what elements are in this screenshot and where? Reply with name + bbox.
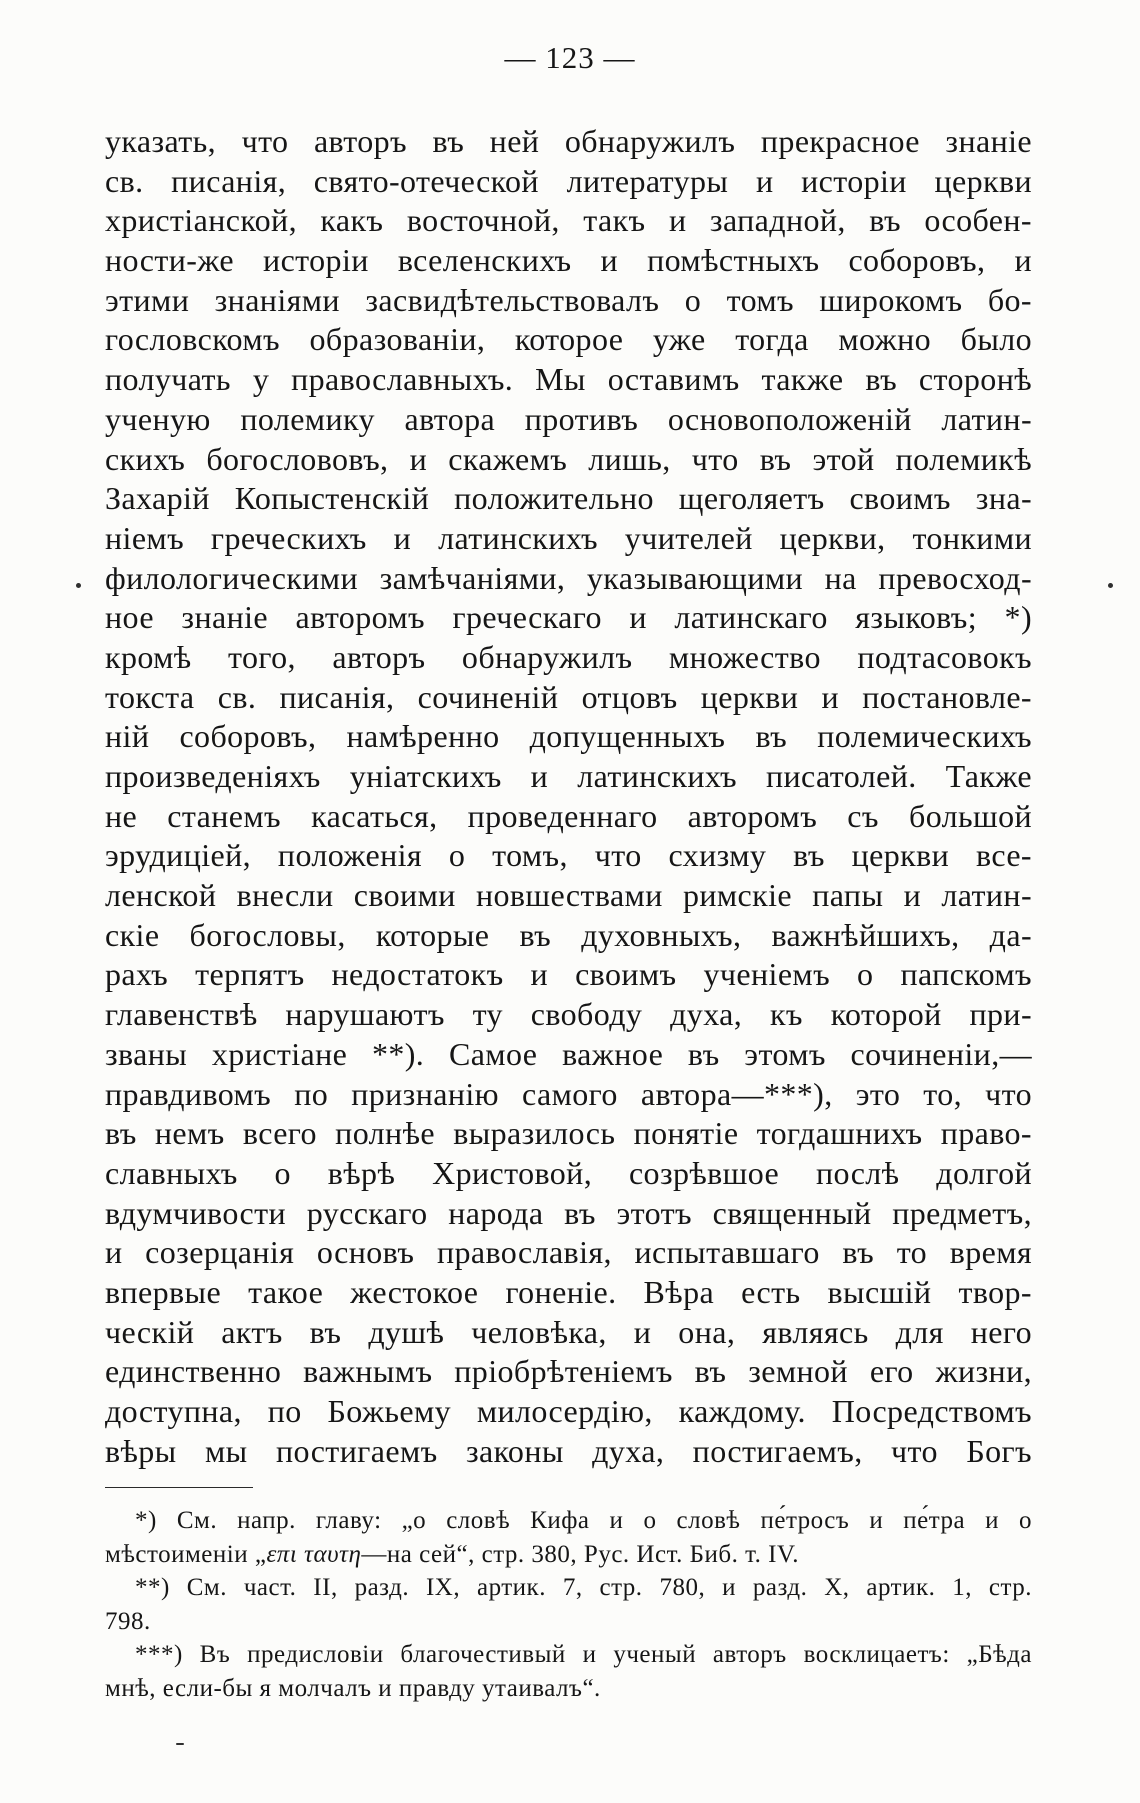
body-text xyxy=(105,122,1032,1471)
text-line: вдумчивости русскаго народа въ этотъ священный предметъ, xyxy=(105,1194,1032,1231)
text-line: гословскомъ образованіи, которое уже тогда можно было xyxy=(105,321,1032,358)
text-line: ное знаніе авторомъ греческаго и латинскаго языковъ; *) xyxy=(105,599,1032,636)
text-line: ніемъ греческихъ и латинскихъ учителей церкви, тонкими xyxy=(105,519,1032,556)
scan-speck xyxy=(176,1743,184,1745)
scan-speck xyxy=(76,583,81,588)
text-line: единственно важнымъ пріобрѣтеніемъ въ земной его жизни, xyxy=(105,1353,1032,1390)
text-line: ній соборовъ, намѣренно допущенныхъ въ полемическихъ xyxy=(105,718,1032,755)
text-line: ученую полемику автора противъ основоположеній латин- xyxy=(105,400,1032,437)
footnote-3-line-2: мнѣ, если-бы я молчалъ и правду утаивалъ“. xyxy=(105,1674,601,1702)
footnote-1-text-before: мѣстоименіи „ xyxy=(105,1540,267,1568)
text-line: христіанской, какъ восточной, такъ и западной, въ особен- xyxy=(105,202,1032,239)
text-line: и созерцанія основъ православія, испытавшаго въ то время xyxy=(105,1234,1032,1271)
page-number: — 123 — xyxy=(504,40,636,75)
text-line: ческій актъ въ душѣ человѣка, и она, являясь для него xyxy=(105,1313,1032,1350)
text-line: скихъ богослововъ, и скажемъ лишь, что въ этой полемикѣ xyxy=(105,440,1032,477)
footnote-1-greek-text: επι ταυτη xyxy=(266,1540,362,1568)
footnote-2-line-2: 798. xyxy=(105,1607,151,1635)
text-line: доступна, по Божьему милосердію, каждому. Посредствомъ xyxy=(105,1393,1032,1429)
text-line: кромѣ того, авторъ обнаружилъ множество подтасовокъ xyxy=(105,638,1032,675)
text-line: не станемъ касаться, проведеннаго авторомъ съ большой xyxy=(105,797,1032,834)
text-line: произведеніяхъ уніатскихъ и латинскихъ писатолей. Также xyxy=(105,758,1032,794)
text-line: главенствѣ нарушаютъ ту свободу духа, къ которой при- xyxy=(105,996,1032,1033)
text-line: въ немъ всего полнѣе выразилось понятіе тогдашнихъ право- xyxy=(105,1115,1032,1152)
footnotes xyxy=(105,1504,1032,1705)
scan-speck xyxy=(1108,583,1113,588)
text-line: Захарій Копыстенскій положительно щеголяетъ своимъ зна- xyxy=(105,480,1032,517)
footnote-2-line-1: **) См. част. II, разд. IX, артик. 7, стр. 780, и разд. X, артик. 1, стр. xyxy=(135,1574,1032,1601)
text-line: этими знаніями засвидѣтельствовалъ о томъ широкомъ бо- xyxy=(105,281,1032,318)
footnote-3-line-1: ***) Въ предисловіи благочестивый и ученый авторъ восклицаетъ: „Бѣда xyxy=(135,1641,1032,1668)
text-line: токста св. писанія, сочиненій отцовъ церкви и постановле- xyxy=(105,678,1032,715)
text-line: ленской внесли своими новшествами римскіе папы и латин- xyxy=(105,877,1032,914)
text-line: рахъ терпятъ недостатокъ и своимъ ученіемъ о папскомъ xyxy=(105,956,1032,993)
text-line: впервые такое жестокое гоненіе. Вѣра есть высшій твор- xyxy=(105,1273,1032,1310)
text-line: св. писанія, свято-отеческой литературы и исторіи церкви xyxy=(105,162,1032,199)
text-line: указать, что авторъ въ ней обнаружилъ прекрасное знаніе xyxy=(105,123,1032,159)
text-line: званы христіане **). Самое важное въ этомъ сочиненіи,— xyxy=(105,1035,1032,1072)
text-line: славныхъ о вѣрѣ Христовой, созрѣвшое послѣ долгой xyxy=(105,1154,1032,1191)
footnote-1-line-2 xyxy=(105,1538,1032,1572)
footnote-1-text-after: —на сей“, стр. 380, Рус. Ист. Биб. т. IV. xyxy=(361,1540,800,1568)
text-line: ности-же исторіи вселенскихъ и помѣстныхъ соборовъ, и xyxy=(105,242,1032,279)
text-line: правдивомъ по признанію самого автора—***), это то, что xyxy=(105,1075,1032,1112)
text-line: скіе богословы, которые въ духовныхъ, важнѣйшихъ, да- xyxy=(105,916,1032,953)
footnote-1-line-1: *) См. напр. главу: „о словѣ Кифа и о словѣ пе́тросъ и пе́тра и о xyxy=(135,1507,1032,1534)
text-line: вѣры мы постигаемъ законы духа, постигаемъ, что Богъ xyxy=(105,1432,1032,1469)
text-line: филологическими замѣчаніями, указывающими на превосход- xyxy=(105,559,1032,596)
text-line: эрудиціей, положенія о томъ, что схизму въ церкви все- xyxy=(105,837,1032,874)
text-line: получать у православныхъ. Мы оставимъ также въ сторонѣ xyxy=(105,361,1032,398)
footnote-separator xyxy=(105,1487,253,1488)
